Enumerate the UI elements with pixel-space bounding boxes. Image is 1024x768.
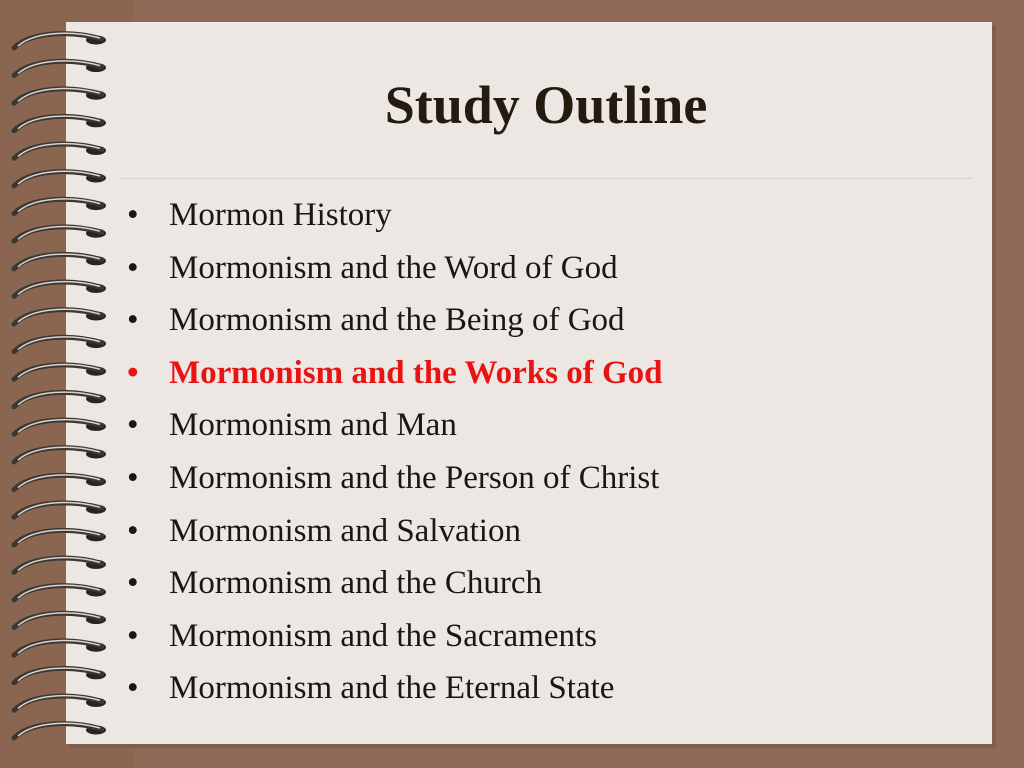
outline-item — [127, 565, 663, 618]
bullet-icon: • — [127, 249, 139, 286]
outline-item-label: Mormonism and the Person of Christ — [169, 459, 660, 496]
bullet-icon: • — [127, 512, 139, 549]
outline-item-highlighted — [127, 355, 663, 408]
spiral-ring-icon — [14, 723, 106, 738]
spiral-ring-icon — [14, 171, 106, 186]
spiral-ring-icon — [14, 365, 106, 380]
bullet-icon: • — [127, 670, 139, 707]
spiral-ring-icon — [14, 530, 106, 545]
outline-item-label: Mormonism and the Eternal State — [169, 670, 615, 707]
outline-item-label: Mormonism and Salvation — [169, 512, 521, 549]
slide-title: Study Outline — [384, 75, 708, 135]
outline-item — [127, 197, 663, 250]
spiral-ring-icon — [14, 33, 106, 48]
spiral-ring-icon — [14, 641, 106, 656]
outline-item — [127, 407, 663, 460]
bullet-icon: • — [127, 565, 139, 602]
outline-item-label: Mormonism and the Church — [169, 565, 543, 602]
spiral-ring-icon — [14, 613, 106, 628]
spiral-ring-icon — [14, 309, 106, 324]
spiral-ring-icon — [14, 254, 106, 269]
bullet-icon: • — [127, 354, 139, 391]
outline-item — [127, 250, 663, 303]
spiral-ring-icon — [14, 585, 106, 600]
bullet-icon: • — [127, 459, 139, 496]
spiral-ring-icon — [14, 558, 106, 573]
outline-item-label: Mormon History — [169, 197, 392, 233]
outline-item-label: Mormonism and the Word of God — [169, 249, 618, 286]
outline-item-label: Mormonism and Man — [169, 407, 457, 444]
outline-item — [127, 460, 663, 513]
spiral-ring-icon — [14, 475, 106, 490]
bullet-icon: • — [127, 197, 139, 233]
spiral-ring-icon — [14, 696, 106, 711]
outline-item-label: Mormonism and the Being of God — [169, 302, 625, 339]
outline-item — [127, 670, 663, 723]
outline-item — [127, 513, 663, 566]
outline-item — [127, 302, 663, 355]
title-divider — [120, 178, 972, 179]
spiral-ring-icon — [14, 282, 106, 297]
spiral-ring-icon — [14, 392, 106, 407]
spiral-ring-icon — [14, 337, 106, 352]
outline-item — [127, 618, 663, 671]
spiral-ring-icon — [14, 668, 106, 683]
spiral-ring-icon — [14, 227, 106, 242]
bullet-icon: • — [127, 407, 139, 444]
spiral-ring-icon — [14, 199, 106, 214]
bullet-icon: • — [127, 302, 139, 339]
bullet-icon: • — [127, 617, 139, 654]
spiral-ring-icon — [14, 144, 106, 159]
spiral-ring-icon — [14, 503, 106, 518]
outline-item-label: Mormonism and the Works of God — [169, 354, 663, 391]
outline-item-label: Mormonism and the Sacraments — [169, 617, 598, 654]
spiral-ring-icon — [14, 420, 106, 435]
spiral-ring-icon — [14, 447, 106, 462]
outline-list — [127, 197, 663, 723]
